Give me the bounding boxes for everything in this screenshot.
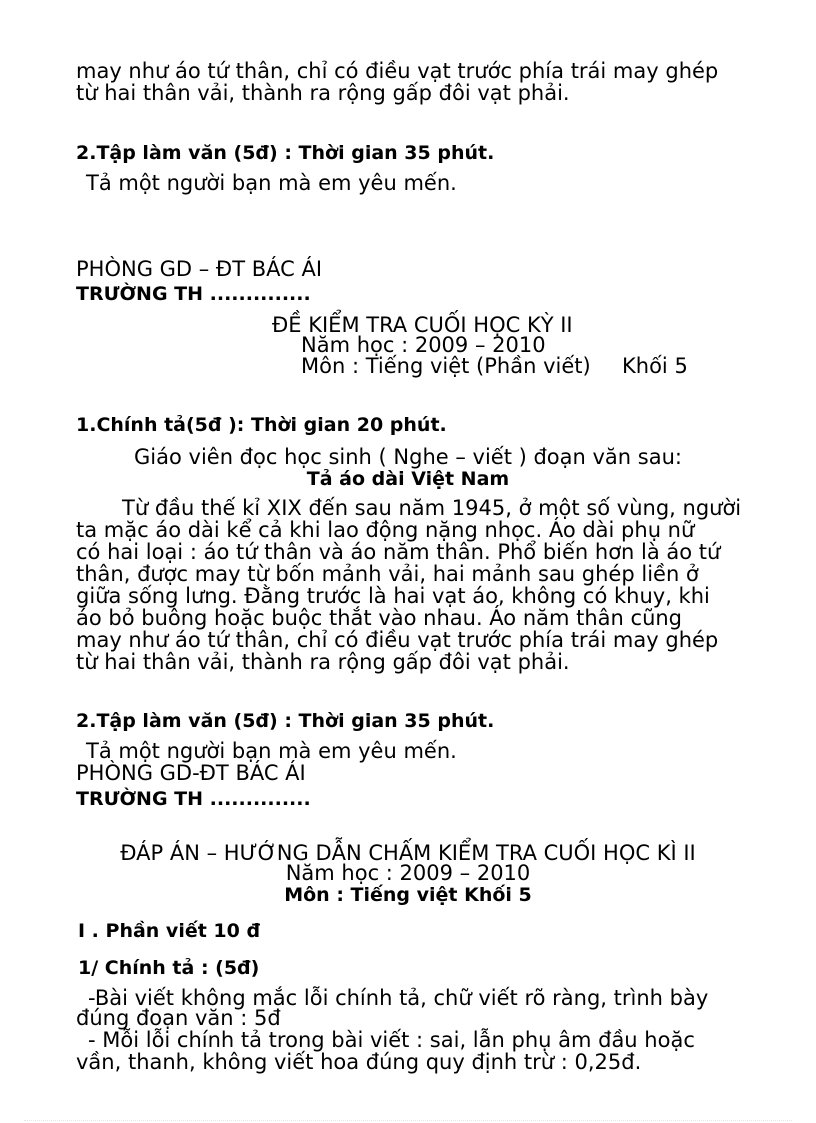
passage-line: từ hai thân vải, thành ra rộng gấp đôi vạt phải. [76, 650, 570, 674]
section-heading: 1/ Chính tả : (5đ) [78, 957, 260, 979]
passage-line: thân, được may từ bốn mảnh vải, hai mảnh sau ghép liền ở [76, 562, 699, 586]
school-year: Năm học : 2009 – 2010 [301, 333, 546, 357]
passage-line: may như áo tứ thân, chỉ có điều vạt trước phía trái may ghép [76, 628, 719, 652]
answer-key-title: ĐÁP ÁN – HƯỚNG DẪN CHẤM KIỂM TRA CUỐI HỌC KÌ II [120, 841, 696, 865]
exam-title: ĐỀ KIỂM TRA CUỐI HỌC KỲ II [272, 313, 573, 337]
grading-rule-line: -Bài viết không mắc lỗi chính tả, chữ viết rõ ràng, trình bày [88, 986, 709, 1010]
passage-line: áo bỏ buông hoặc buộc thắt vào nhau. Áo năm thân cũng [76, 606, 683, 630]
answer-key-subject: Môn : Tiếng việt Khối 5 [284, 884, 532, 906]
passage-line: ta mặc áo dài kể cả khi lao động nặng nhọc. Áo dài phụ nữ [76, 518, 695, 542]
school-name: TRƯỜNG TH .............. [76, 283, 311, 305]
grading-rule-line: vần, thanh, không viết hoa đúng quy định trừ : 0,25đ. [76, 1050, 642, 1074]
composition-prompt: Tả một người bạn mà em yêu mến. [86, 171, 457, 195]
exam-grade: Khối 5 [622, 354, 688, 378]
passage-line: giữa sống lưng. Đằng trước là hai vạt áo, không có khuy, khi [76, 584, 710, 608]
passage-continuation-line: may như áo tứ thân, chỉ có điều vạt trước phía trái may ghép [76, 59, 719, 83]
school-name: TRƯỜNG TH .............. [76, 788, 311, 810]
page-bottom-divider [24, 1120, 792, 1121]
composition-heading: 2.Tập làm văn (5đ) : Thời gian 35 phút. [76, 710, 495, 732]
composition-heading: 2.Tập làm văn (5đ) : Thời gian 35 phút. [76, 142, 495, 164]
grading-rule-line: đúng đoạn văn : 5đ [76, 1006, 281, 1030]
passage-line: có hai loại : áo tứ thân và áo năm thân. Phổ biến hơn là áo tứ [76, 540, 721, 564]
dictation-heading: 1.Chính tả(5đ ): Thời gian 20 phút. [76, 414, 447, 436]
exam-subject: Môn : Tiếng việt (Phần viết) [301, 354, 591, 378]
passage-title: Tả áo dài Việt Nam [306, 468, 510, 490]
composition-prompt: Tả một người bạn mà em yêu mến. [86, 739, 457, 763]
department-name: PHÒNG GD-ĐT BÁC ÁI [76, 761, 306, 785]
grading-rule-line: - Mỗi lỗi chính tả trong bài viết : sai, lẫn phụ âm đầu hoặc [88, 1028, 695, 1052]
department-name: PHÒNG GD – ĐT BÁC ÁI [76, 257, 323, 281]
passage-continuation-line: từ hai thân vải, thành ra rộng gấp đôi vạt phải. [76, 81, 570, 105]
dictation-instruction: Giáo viên đọc học sinh ( Nghe – viết ) đoạn văn sau: [134, 445, 682, 469]
school-year: Năm học : 2009 – 2010 [285, 861, 531, 885]
part-heading: I . Phần viết 10 đ [78, 920, 261, 942]
passage-line: Từ đầu thế kỉ XIX đến sau năm 1945, ở một số vùng, người [122, 496, 742, 520]
